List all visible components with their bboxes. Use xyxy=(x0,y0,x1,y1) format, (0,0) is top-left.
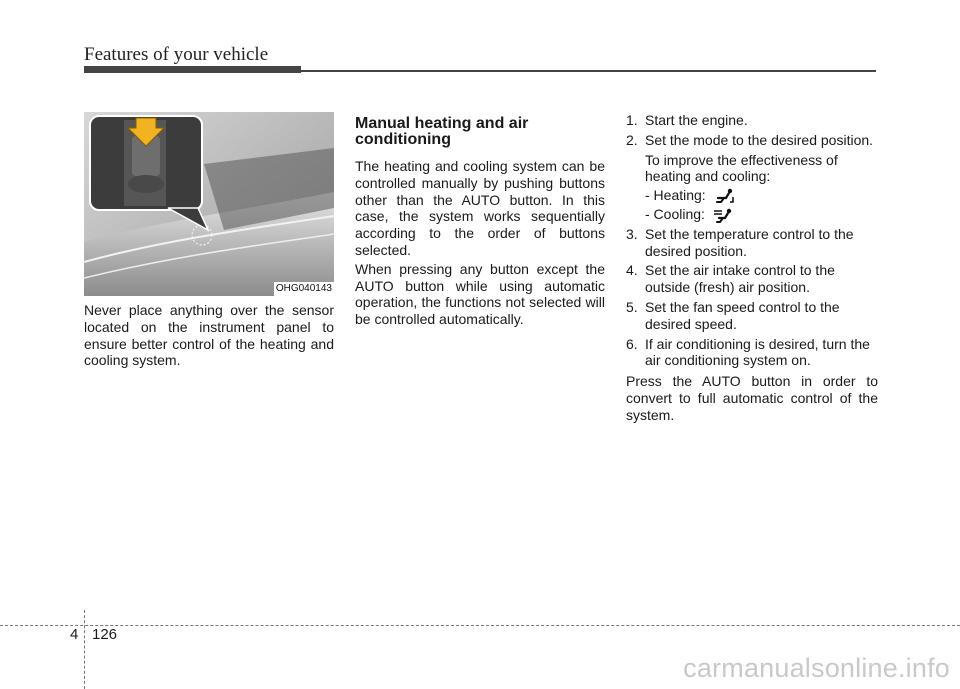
step-4 xyxy=(626,262,878,296)
footer-rule xyxy=(0,625,960,626)
face-mode-icon xyxy=(713,208,735,224)
step-number: 5. xyxy=(626,298,638,315)
watermark: carmanualsonline.info xyxy=(683,653,950,683)
step-5 xyxy=(626,299,878,333)
step-text: Start the engine. xyxy=(645,112,748,128)
step-text: Set the temperature control to the desired position. xyxy=(645,225,854,259)
page-number: 126 xyxy=(92,626,118,643)
heating-label: - Heating: xyxy=(645,187,706,204)
step-text: Set the fan speed control to the desired speed. xyxy=(645,298,840,332)
header-title: Features of your vehicle xyxy=(84,44,269,65)
step-number: 6. xyxy=(626,335,638,352)
floor-mode-icon xyxy=(714,188,736,204)
header-rule-thick xyxy=(84,66,301,73)
step-2 xyxy=(626,132,878,149)
step-text: Set the air intake control to the outside (fresh) air position. xyxy=(645,262,835,296)
right-column xyxy=(626,112,878,424)
step-number: 2. xyxy=(626,131,638,148)
sensor-caution-text: Never place anything over the sensor located on the instrument panel to ensure better control of the heating and cooling system. xyxy=(84,302,334,369)
sensor-illustration xyxy=(84,112,334,296)
step-1 xyxy=(626,112,878,129)
step-number: 1. xyxy=(626,112,638,128)
step-3 xyxy=(626,226,878,260)
step-number: 4. xyxy=(626,262,638,279)
step-6 xyxy=(626,336,878,370)
section-heading: Manual heating and air conditioning xyxy=(355,115,529,148)
footer-vertical-rule xyxy=(84,610,85,689)
cooling-mode-line xyxy=(626,206,878,223)
header-rule-thin xyxy=(301,70,876,72)
middle-column xyxy=(355,112,605,330)
step-text: Set the mode to the desired position. xyxy=(645,131,874,148)
closing-text: Press the AUTO button in order to convert to full automatic control of the system. xyxy=(626,373,878,423)
left-column xyxy=(84,112,334,369)
step-number: 3. xyxy=(626,225,638,242)
cooling-label: - Cooling: xyxy=(645,206,705,223)
figure-code: OHG040143 xyxy=(275,283,332,294)
paragraph-2: When pressing any button except the AUTO button while using automatic operation, the functions not selected will be controlled automatically. xyxy=(355,260,605,328)
step-text: If air conditioning is desired, turn the air conditioning system on. xyxy=(645,335,870,369)
sensor-figure xyxy=(84,112,334,296)
improve-note: To improve the effectiveness of heating and cooling: xyxy=(645,151,838,185)
heating-mode-line xyxy=(626,187,878,204)
chapter-number: 4 xyxy=(70,626,79,643)
paragraph-1: The heating and cooling system can be controlled manually by pushing buttons other than the AUTO button. In this case, the system works sequentially according to the order of buttons selected. xyxy=(355,158,605,258)
